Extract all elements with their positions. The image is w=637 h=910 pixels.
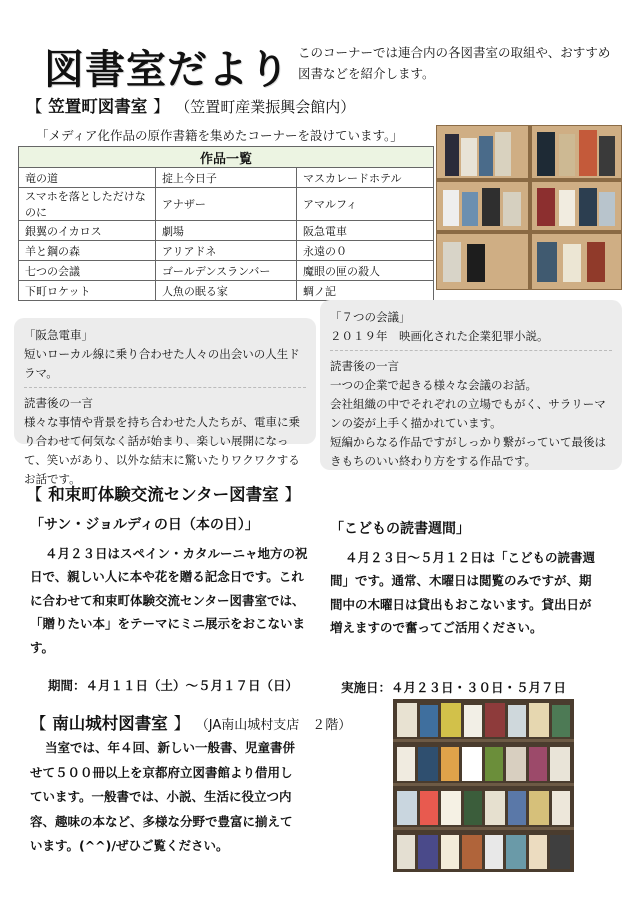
- table-row: [19, 168, 434, 188]
- review-seven-meetings-box: [320, 300, 622, 470]
- book-display-illustration: [393, 699, 574, 872]
- table-cell: アリアドネ: [155, 241, 296, 261]
- bracket-open: 【: [30, 714, 47, 733]
- table-cell: 劇場: [155, 221, 296, 241]
- works-table: [18, 146, 434, 301]
- divider: [24, 387, 306, 388]
- bracket-open: 【: [26, 97, 43, 116]
- wazuka-library-name: 和束町体験交流センター図書室: [48, 485, 279, 504]
- review-hankyu-text: 様々な事情や背景を持ち合わせた人たちが、電車に乗り合わせて何気なく話が始まり、楽しい展開になって、笑いがあり、以外な結末に驚いたりワクワクするお話です。: [24, 415, 300, 486]
- bookshelf-illustration: [437, 126, 621, 289]
- table-cell: 七つの会議: [19, 261, 156, 281]
- kids-reading-text: ４月２３日～５月１２日は「こどもの読書週間」です。通常、木曜日は閲覧のみですが、期間中の木曜日は貸出もおこないます。貸出日が増えますので奮ってご活用ください。: [330, 549, 596, 635]
- bracket-close: 】: [284, 485, 301, 504]
- kids-reading-title: 「こどもの読書週間」: [330, 521, 470, 537]
- table-row: [19, 188, 434, 221]
- intro-text: このコーナーでは連合内の各図書室の取組や、おすすめ図書などを紹介します。: [298, 45, 611, 81]
- table-row: [19, 281, 434, 301]
- wazuka-section-heading: [26, 481, 301, 505]
- table-cell: 人魚の眠る家: [155, 281, 296, 301]
- table-row: [19, 261, 434, 281]
- table-cell: アマルフィ: [297, 188, 434, 221]
- table-row: [19, 241, 434, 261]
- works-table-title: 作品一覧: [19, 147, 434, 168]
- divider: [330, 350, 612, 351]
- review-hankyu-label: 読書後の一言: [24, 396, 93, 410]
- bookshelf-photo: [436, 125, 622, 290]
- review-hankyu-title: 「阪急電車」: [24, 328, 93, 342]
- table-cell: 魔眼の匣の殺人: [297, 261, 434, 281]
- table-cell: 永遠の０: [297, 241, 434, 261]
- kasagi-section-heading: [26, 93, 355, 117]
- table-cell: 掟上今日子: [155, 168, 296, 188]
- page-title: 図書室だより: [44, 47, 290, 93]
- bracket-open: 【: [26, 485, 43, 504]
- kasagi-location: （笠置町産業振興会館内）: [175, 98, 356, 116]
- minamiyamashiro-library-name: 南山城村図書室: [52, 714, 168, 733]
- kasagi-library-name: 笠置町図書室: [48, 97, 148, 116]
- table-cell: 羊と鋼の森: [19, 241, 156, 261]
- minamiyamashiro-section-heading: [30, 710, 351, 734]
- bracket-close: 】: [173, 714, 190, 733]
- table-cell: マスカレードホテル: [297, 168, 434, 188]
- kasagi-quote: 「メディア化作品の原作書籍を集めたコーナーを設けています。」: [36, 128, 403, 143]
- table-cell: 阪急電車: [297, 221, 434, 241]
- book-display-photo: [393, 699, 574, 872]
- kids-reading-dates: 実施日：４月２３日・３０日・５月７日: [341, 680, 567, 695]
- table-cell: スマホを落としただけなのに: [19, 188, 156, 221]
- review-seven-title: 「７つの会議」: [330, 310, 411, 324]
- review-seven-summary: ２０１９年 映画化された企業犯罪小説。: [330, 329, 549, 343]
- review-seven-label: 読書後の一言: [330, 359, 399, 373]
- kids-reading-column: [330, 518, 600, 640]
- sant-jordi-text: ４月２３日はスペイン・カタルーニャ地方の祝日で、親しい人に本や花を贈る記念日です。これに合わせて和束町体験交流センター図書室では、「贈りたい本」をテーマにミニ展示をおこないます。: [30, 545, 308, 655]
- bracket-close: 】: [153, 97, 170, 116]
- sant-jordi-column: [30, 514, 310, 659]
- review-hankyu-box: [14, 318, 316, 486]
- table-cell: アナザー: [155, 188, 296, 221]
- table-cell: ゴールデンスランバー: [155, 261, 296, 281]
- review-hankyu-summary: 短いローカル線に乗り合わせた人々の出会いの人生ドラマ。: [24, 347, 300, 380]
- table-cell: 銀翼のイカロス: [19, 221, 156, 241]
- minamiyamashiro-text: 当室では、年４回、新しい一般書、児童書併せて５００冊以上を京都府立図書館より借用しています。一般書では、小説、生活に役立つ内容、趣味の本など、多様な分野で豊富に揃えています。(^^)/ぜひご覧ください。: [30, 740, 296, 853]
- table-cell: 蜩ノ記: [297, 281, 434, 301]
- minamiyamashiro-location: （JA南山城村支店 ２階）: [195, 718, 352, 733]
- review-seven-text-1: 一つの企業で起きる様々な会議のお話。: [330, 378, 537, 392]
- sant-jordi-title: 「サン・ジョルディの日（本の日）」: [30, 517, 259, 533]
- review-seven-text-2: 会社組織の中でそれぞれの立場でもがく、サラリーマンの姿が上手く描かれています。: [330, 397, 606, 430]
- table-row: [19, 221, 434, 241]
- review-seven-text-3: 短編からなる作品ですがしっかり繋がっていて最後はきもちのいい終わり方をする作品です。: [330, 435, 606, 468]
- table-cell: 竜の道: [19, 168, 156, 188]
- table-cell: 下町ロケット: [19, 281, 156, 301]
- exhibit-period: 期間：４月１１日（土）～５月１７日（日）: [48, 678, 299, 693]
